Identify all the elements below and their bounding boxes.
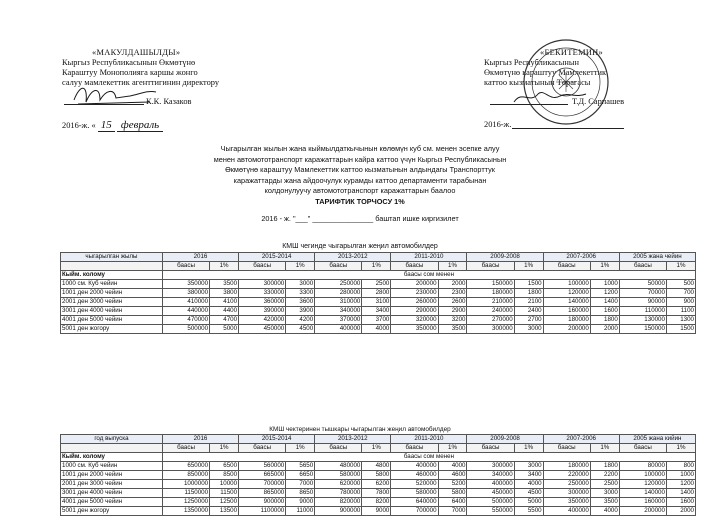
table2-non-cis-vehicles — [60, 434, 696, 516]
value-cell: 350000 — [391, 325, 438, 334]
value-cell: 70000 — [619, 289, 666, 298]
right-date-line — [512, 128, 624, 129]
right-approval-org-line: каттоо кызматынын Төрагасы — [484, 78, 591, 87]
value-cell: 120000 — [619, 480, 666, 489]
value-label-cell: баасы — [315, 444, 362, 453]
value-cell: 8650 — [286, 489, 315, 498]
value-cell: 2000 — [438, 280, 467, 289]
table-header-row — [61, 253, 696, 262]
value-cell: 700000 — [391, 507, 438, 516]
value-cell: 1800 — [590, 316, 619, 325]
value-cell: 420000 — [239, 316, 286, 325]
value-cell: 330000 — [239, 289, 286, 298]
value-cell: 3400 — [362, 307, 391, 316]
value-label-cell: баасы — [239, 262, 286, 271]
value-cell: 8500 — [210, 471, 239, 480]
value-cell: 1400 — [666, 489, 695, 498]
value-cell: 4000 — [590, 507, 619, 516]
value-cell: 4600 — [438, 471, 467, 480]
value-label-cell: баасы — [543, 262, 590, 271]
period-header-cell: 2005 жана кийин — [619, 435, 695, 444]
value-cell: 180000 — [543, 462, 590, 471]
table-row — [61, 480, 696, 489]
table1-caption: КМШ чегинде чыгарылган жеңил автомобилдер — [282, 243, 438, 250]
value-cell: 5800 — [362, 471, 391, 480]
document-title — [0, 144, 720, 224]
value-cell: 160000 — [543, 307, 590, 316]
value-label-cell: баасы — [467, 262, 514, 271]
value-cell: 550000 — [467, 507, 514, 516]
value-cell: 400000 — [315, 325, 362, 334]
value-cell: 2200 — [590, 471, 619, 480]
value-cell: 6400 — [438, 498, 467, 507]
value-cell: 1500 — [514, 280, 543, 289]
value-cell: 450000 — [239, 325, 286, 334]
value-cell: 220000 — [543, 471, 590, 480]
value-cell: 300000 — [467, 325, 514, 334]
value-cell: 3900 — [286, 307, 315, 316]
period-header-cell: 2011-2010 — [391, 253, 467, 262]
value-cell: 4500 — [514, 489, 543, 498]
value-cell: 2600 — [438, 298, 467, 307]
value-cell: 2100 — [514, 298, 543, 307]
value-cell: 2500 — [590, 480, 619, 489]
period-header-cell: 2009-2008 — [467, 253, 543, 262]
volume-label-cell: Кыйм. колому — [61, 453, 163, 462]
right-approval-org-line: Кыргыз Республикасынын — [484, 58, 579, 67]
value-cell: 620000 — [315, 480, 362, 489]
table-row — [61, 498, 696, 507]
period-header-cell: 2015-2014 — [239, 435, 315, 444]
value-cell: 500000 — [162, 325, 209, 334]
value-cell: 440000 — [162, 307, 209, 316]
value-cell: 580000 — [391, 489, 438, 498]
value-cell: 410000 — [162, 298, 209, 307]
value-cell: 1100000 — [239, 507, 286, 516]
value-cell: 4400 — [210, 307, 239, 316]
title-line: колдонулуучу автомототранспорт каражаттарын баалоо — [264, 186, 456, 196]
value-cell: 7800 — [362, 489, 391, 498]
value-cell: 3500 — [210, 280, 239, 289]
row-label-cell: 5001 ден жогору — [61, 325, 163, 334]
value-cell: 3300 — [286, 289, 315, 298]
value-cell: 2700 — [514, 316, 543, 325]
row-label-cell: 4001 ден 5000 чейин — [61, 316, 163, 325]
value-cell: 9000 — [362, 507, 391, 516]
table-section-row — [61, 453, 696, 462]
value-cell: 1350000 — [162, 507, 209, 516]
value-cell: 865000 — [239, 489, 286, 498]
value-cell: 200000 — [543, 325, 590, 334]
value-cell: 140000 — [619, 489, 666, 498]
row-label-cell: 1000 см. Куб чейин — [61, 462, 163, 471]
value-label-cell: баасы — [391, 262, 438, 271]
value-cell: 500000 — [467, 498, 514, 507]
value-cell: 10000 — [210, 480, 239, 489]
value-cell: 650000 — [162, 462, 209, 471]
title-line: менен автомототранспорт каражаттарын кайра каттоо үчүн Кыргыз Республикасынын — [213, 154, 507, 164]
value-cell: 210000 — [467, 298, 514, 307]
value-cell: 7000 — [438, 507, 467, 516]
value-cell: 5800 — [438, 489, 467, 498]
value-cell: 300000 — [239, 280, 286, 289]
value-cell: 12500 — [210, 498, 239, 507]
value-label-cell: баасы — [619, 444, 666, 453]
value-cell: 820000 — [315, 498, 362, 507]
value-cell: 640000 — [391, 498, 438, 507]
value-label-cell: баасы — [543, 444, 590, 453]
value-cell: 3600 — [286, 298, 315, 307]
value-cell: 4000 — [438, 462, 467, 471]
row-label-cell: 4001 ден 5000 чейин — [61, 498, 163, 507]
period-header-cell: 2016 — [162, 253, 238, 262]
value-cell: 1000 — [666, 471, 695, 480]
value-cell: 11000 — [286, 507, 315, 516]
period-header-cell: 2011-2010 — [391, 435, 467, 444]
left-approval-org-line: Кыргыз Республикасынын Өкмөтүнө — [62, 58, 196, 67]
value-cell: 1250000 — [162, 498, 209, 507]
table-row — [61, 489, 696, 498]
value-cell: 6200 — [362, 480, 391, 489]
table-row — [61, 462, 696, 471]
value-cell: 400000 — [543, 507, 590, 516]
left-approval-heading: «МАКУЛДАШЫЛДЫ» — [92, 48, 181, 57]
value-cell: 5000 — [514, 498, 543, 507]
row-label-cell: 1000 см. Куб чейин — [61, 280, 163, 289]
value-cell: 800 — [666, 462, 695, 471]
value-cell: 11500 — [210, 489, 239, 498]
right-signer-name: Т.Д. Сарпашев — [572, 97, 625, 106]
value-cell: 3000 — [286, 280, 315, 289]
pct-label-cell: 1% — [286, 444, 315, 453]
table-section-row — [61, 271, 696, 280]
value-cell: 6500 — [210, 462, 239, 471]
table-row — [61, 316, 696, 325]
value-cell: 1100 — [666, 307, 695, 316]
value-cell: 110000 — [619, 307, 666, 316]
period-header-cell: 2009-2008 — [467, 435, 543, 444]
value-cell: 270000 — [467, 316, 514, 325]
value-cell: 150000 — [467, 280, 514, 289]
tariff-heading: ТАРИФТИК ТОРЧОСУ 1% — [315, 196, 405, 206]
right-signature-line — [490, 104, 568, 105]
pct-label-cell: 1% — [438, 262, 467, 271]
value-cell: 370000 — [315, 316, 362, 325]
value-cell: 780000 — [315, 489, 362, 498]
value-cell: 7000 — [286, 480, 315, 489]
value-cell: 4000 — [514, 480, 543, 489]
pct-label-cell: 1% — [666, 444, 695, 453]
left-signature-line — [64, 104, 144, 105]
left-approval-org-line: салуу мамлекеттик агенттигинин директору — [62, 78, 220, 87]
table-header-row — [61, 435, 696, 444]
value-cell: 310000 — [315, 298, 362, 307]
value-cell: 180000 — [467, 289, 514, 298]
value-cell: 350000 — [543, 498, 590, 507]
value-cell: 4700 — [210, 316, 239, 325]
title-line: Өкмөтүнө караштуу Мамлекеттик каттоо кызматынын алдындагы Транспорттук — [225, 165, 495, 175]
period-header-cell: 2013-2012 — [315, 253, 391, 262]
row-label-cell: 5001 ден жогору — [61, 507, 163, 516]
value-cell: 3500 — [438, 325, 467, 334]
row-label-cell: 3001 ден 4000 чейин — [61, 307, 163, 316]
period-header-cell: 2007-2006 — [543, 435, 619, 444]
value-cell: 850000 — [162, 471, 209, 480]
table-row — [61, 307, 696, 316]
pct-label-cell: 1% — [286, 262, 315, 271]
value-cell: 480000 — [315, 462, 362, 471]
value-cell: 470000 — [162, 316, 209, 325]
year-header-cell: год выпуска — [61, 435, 163, 444]
pct-label-cell: 1% — [666, 262, 695, 271]
value-cell: 180000 — [543, 316, 590, 325]
value-cell: 290000 — [391, 307, 438, 316]
value-cell: 4800 — [362, 462, 391, 471]
empty-cell — [61, 444, 163, 453]
value-cell: 160000 — [619, 498, 666, 507]
right-date-year: 2016-ж. — [484, 120, 512, 129]
left-date-day: 15 — [98, 119, 115, 132]
value-cell: 450000 — [467, 489, 514, 498]
value-cell: 900000 — [315, 507, 362, 516]
table-row — [61, 507, 696, 516]
value-cell: 1200 — [666, 480, 695, 489]
value-cell: 1400 — [590, 298, 619, 307]
pct-label-cell: 1% — [590, 262, 619, 271]
value-cell: 50000 — [619, 280, 666, 289]
value-cell: 1500 — [666, 325, 695, 334]
value-label-cell: баасы — [239, 444, 286, 453]
value-cell: 380000 — [162, 289, 209, 298]
table-subheader-row — [61, 262, 696, 271]
value-cell: 400000 — [467, 480, 514, 489]
value-cell: 320000 — [391, 316, 438, 325]
row-label-cell: 1001 ден 2000 чейин — [61, 289, 163, 298]
value-cell: 8200 — [362, 498, 391, 507]
value-cell: 130000 — [619, 316, 666, 325]
value-cell: 140000 — [543, 298, 590, 307]
value-label-cell: баасы — [162, 262, 209, 271]
pct-label-cell: 1% — [590, 444, 619, 453]
period-header-cell: 2007-2006 — [543, 253, 619, 262]
value-cell: 3000 — [514, 325, 543, 334]
value-cell: 240000 — [467, 307, 514, 316]
value-cell: 3800 — [210, 289, 239, 298]
row-label-cell: 2001 ден 3000 чейин — [61, 298, 163, 307]
pct-label-cell: 1% — [514, 444, 543, 453]
row-label-cell: 1001 ден 2000 чейин — [61, 471, 163, 480]
value-cell: 9000 — [286, 498, 315, 507]
left-date-month: февраль — [117, 119, 163, 132]
year-header-cell: чыгарылган жылы — [61, 253, 163, 262]
value-cell: 5650 — [286, 462, 315, 471]
table-row — [61, 280, 696, 289]
value-cell: 5500 — [514, 507, 543, 516]
value-label-cell: баасы — [391, 444, 438, 453]
value-label-cell: баасы — [162, 444, 209, 453]
table-subheader-row — [61, 444, 696, 453]
table-row — [61, 325, 696, 334]
value-cell: 1200 — [590, 289, 619, 298]
row-label-cell: 3001 ден 4000 чейин — [61, 489, 163, 498]
value-cell: 80000 — [619, 462, 666, 471]
right-approval-org-line: Өкмөтүнө караштуу Мамлекеттик — [484, 68, 607, 77]
table-row — [61, 289, 696, 298]
value-cell: 3700 — [362, 316, 391, 325]
value-cell: 120000 — [543, 289, 590, 298]
right-approval-heading: «БЕКИТЕМИН» — [540, 48, 604, 57]
value-cell: 2000 — [666, 507, 695, 516]
value-cell: 500 — [666, 280, 695, 289]
value-cell: 5000 — [210, 325, 239, 334]
value-cell: 3100 — [362, 298, 391, 307]
left-date-year: 2016-ж. « — [62, 121, 96, 130]
value-cell: 250000 — [543, 480, 590, 489]
value-cell: 1800 — [514, 289, 543, 298]
value-cell: 100000 — [543, 280, 590, 289]
volume-label-cell: Кыйм. колому — [61, 271, 163, 280]
period-header-cell: 2016 — [162, 435, 238, 444]
value-cell: 1000000 — [162, 480, 209, 489]
value-cell: 400000 — [391, 462, 438, 471]
value-cell: 4100 — [210, 298, 239, 307]
value-cell: 3000 — [590, 489, 619, 498]
value-cell: 700 — [666, 289, 695, 298]
currency-label-cell: баасы сом менен — [162, 271, 695, 280]
value-cell: 100000 — [619, 471, 666, 480]
value-cell: 360000 — [239, 298, 286, 307]
value-cell: 260000 — [391, 298, 438, 307]
value-cell: 460000 — [391, 471, 438, 480]
currency-label-cell: баасы сом менен — [162, 453, 695, 462]
row-label-cell: 2001 ден 3000 чейин — [61, 480, 163, 489]
table-row — [61, 298, 696, 307]
value-cell: 2900 — [438, 307, 467, 316]
value-cell: 900000 — [239, 498, 286, 507]
value-cell: 3500 — [590, 498, 619, 507]
value-cell: 900 — [666, 298, 695, 307]
value-cell: 3000 — [514, 462, 543, 471]
value-cell: 665000 — [239, 471, 286, 480]
value-cell: 350000 — [162, 280, 209, 289]
value-cell: 280000 — [315, 289, 362, 298]
value-cell: 200000 — [619, 507, 666, 516]
value-cell: 6650 — [286, 471, 315, 480]
table1-cis-vehicles — [60, 252, 696, 334]
value-cell: 700000 — [239, 480, 286, 489]
pct-label-cell: 1% — [210, 262, 239, 271]
value-cell: 300000 — [467, 462, 514, 471]
period-header-cell: 2005 жана чейин — [619, 253, 695, 262]
value-cell: 1300 — [666, 316, 695, 325]
table-row — [61, 471, 696, 480]
value-cell: 150000 — [619, 325, 666, 334]
value-cell: 200000 — [391, 280, 438, 289]
table2-caption: КМШ чектеринен тышкары чыгарылган жеңил автомобилдер — [269, 426, 451, 433]
empty-cell — [61, 262, 163, 271]
value-cell: 390000 — [239, 307, 286, 316]
value-cell: 2500 — [362, 280, 391, 289]
value-cell: 560000 — [239, 462, 286, 471]
value-cell: 3200 — [438, 316, 467, 325]
value-cell: 520000 — [391, 480, 438, 489]
title-line: каражаттарды жана айдоочулук курамды каттоо департаменти тарабынан — [233, 175, 487, 185]
value-cell: 340000 — [315, 307, 362, 316]
value-cell: 250000 — [315, 280, 362, 289]
effective-date: 2016 - ж. "___" _______________ баштап ишке киргизилет — [261, 213, 459, 223]
value-cell: 4200 — [286, 316, 315, 325]
value-cell: 13500 — [210, 507, 239, 516]
value-cell: 230000 — [391, 289, 438, 298]
value-cell: 2300 — [438, 289, 467, 298]
value-label-cell: баасы — [467, 444, 514, 453]
pct-label-cell: 1% — [362, 444, 391, 453]
value-cell: 90000 — [619, 298, 666, 307]
value-cell: 2800 — [362, 289, 391, 298]
value-label-cell: баасы — [315, 262, 362, 271]
left-approval-date — [62, 120, 163, 131]
official-stamp — [520, 36, 612, 128]
left-approval-org-line: Караштуу Монополияга каршы жонго — [62, 68, 198, 77]
title-line: Чыгарылган жылын жана кыймылдаткычынын көлөмүн куб см. менен эсепке алуу — [220, 144, 500, 153]
value-cell: 2000 — [590, 325, 619, 334]
value-cell: 1000 — [590, 280, 619, 289]
value-cell: 1150000 — [162, 489, 209, 498]
period-header-cell: 2015-2014 — [239, 253, 315, 262]
left-signer-name: К.К. Казаков — [146, 97, 192, 106]
value-cell: 1600 — [590, 307, 619, 316]
value-cell: 1600 — [666, 498, 695, 507]
value-cell: 340000 — [467, 471, 514, 480]
value-label-cell: баасы — [619, 262, 666, 271]
value-cell: 3400 — [514, 471, 543, 480]
value-cell: 1800 — [590, 462, 619, 471]
value-cell: 580000 — [315, 471, 362, 480]
pct-label-cell: 1% — [210, 444, 239, 453]
value-cell: 2400 — [514, 307, 543, 316]
pct-label-cell: 1% — [438, 444, 467, 453]
period-header-cell: 2013-2012 — [315, 435, 391, 444]
value-cell: 4000 — [362, 325, 391, 334]
value-cell: 300000 — [543, 489, 590, 498]
value-cell: 4500 — [286, 325, 315, 334]
pct-label-cell: 1% — [362, 262, 391, 271]
pct-label-cell: 1% — [514, 262, 543, 271]
value-cell: 5200 — [438, 480, 467, 489]
